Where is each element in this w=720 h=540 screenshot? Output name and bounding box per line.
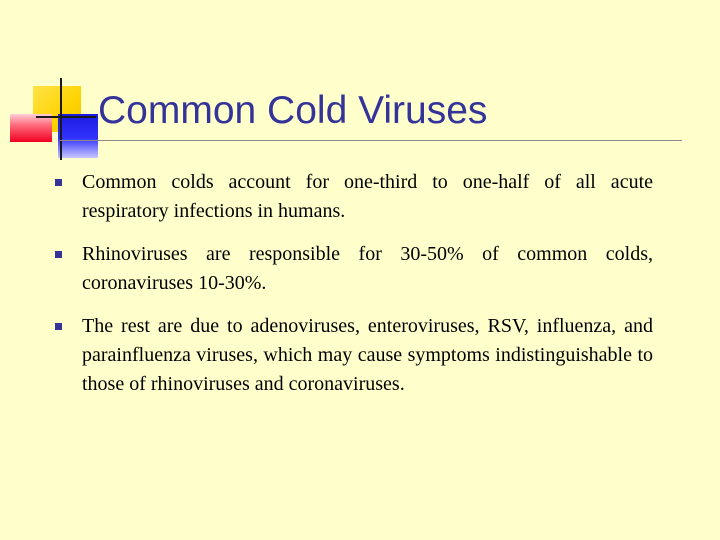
logo-horizontal-line xyxy=(36,116,96,118)
square-bullet-icon xyxy=(55,251,62,258)
color-squares-logo-icon xyxy=(0,0,110,170)
bullet-text: The rest are due to adenoviruses, enteroviruses, RSV, influenza, and parainfluenza viruses, which may cause symptoms indistinguishable to those of rhinoviruses and coronaviruses. xyxy=(82,315,653,395)
slide-title: Common Cold Viruses xyxy=(98,89,488,132)
square-bullet-icon xyxy=(55,323,62,330)
bullet-text: Common colds account for one-third to one-half of all acute respiratory infections in humans. xyxy=(82,171,653,222)
bullet-item xyxy=(53,312,653,399)
logo-vertical-line xyxy=(60,78,62,160)
bullet-text: Rhinoviruses are responsible for 30-50% of common colds, coronaviruses 10-30%. xyxy=(82,243,653,294)
bullet-item xyxy=(53,168,653,226)
bullet-item xyxy=(53,240,653,298)
title-divider xyxy=(60,140,682,141)
square-bullet-icon xyxy=(55,179,62,186)
bullet-list xyxy=(53,168,653,413)
logo-red-square xyxy=(10,114,52,142)
logo-blue-square xyxy=(58,114,98,158)
